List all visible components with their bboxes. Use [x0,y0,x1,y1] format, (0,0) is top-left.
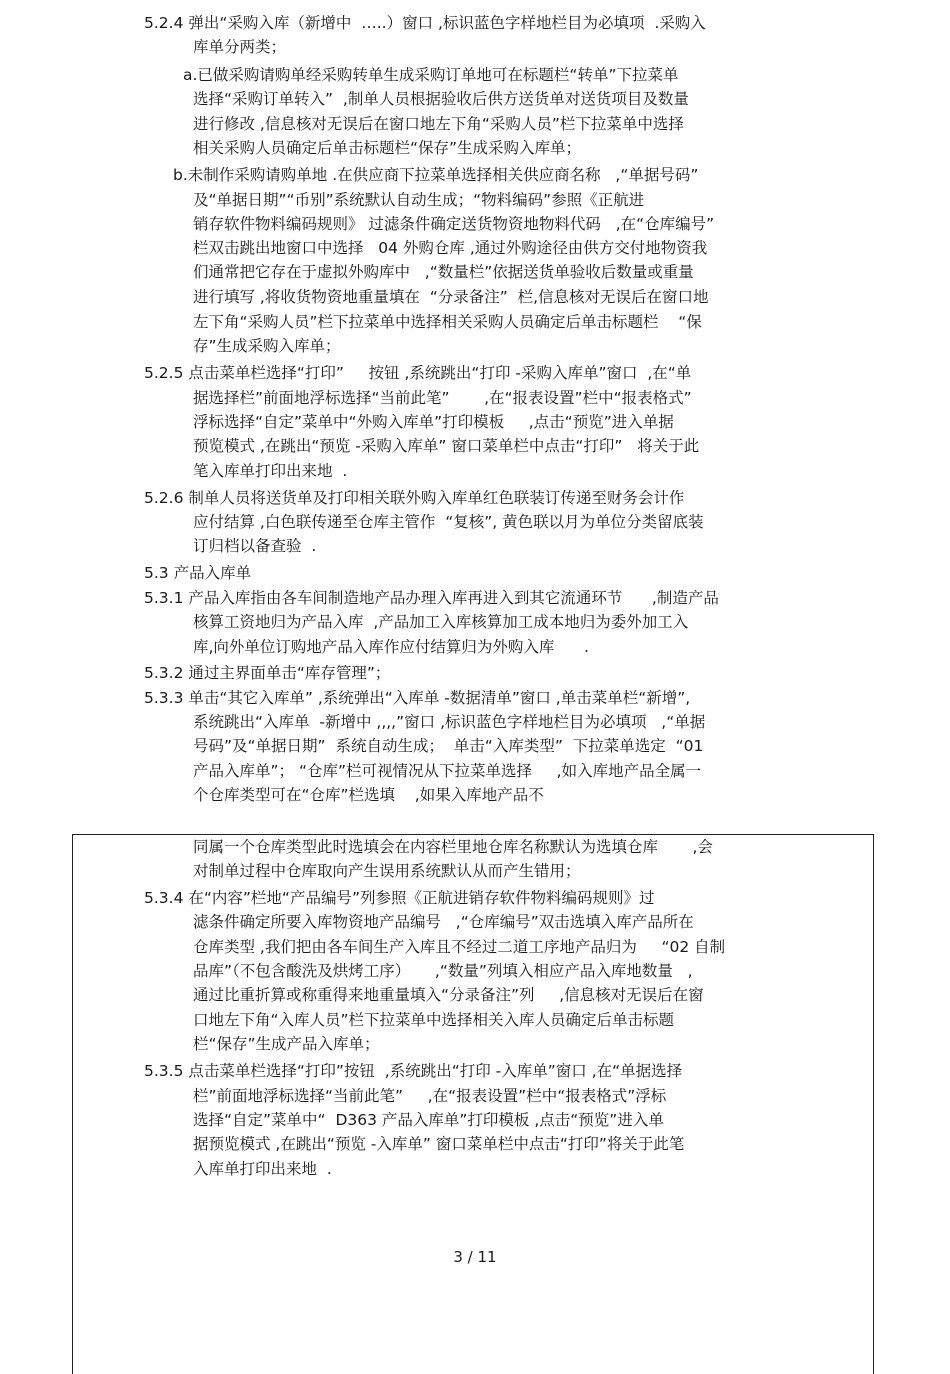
top-section-line: 销存软件物料编码规则》 过滤条件确定送货物资地物料代码 ,在“仓库编号” [193,215,715,233]
box-section-line: 入库单打印出来地 . [193,1160,332,1178]
top-section-line: a.已做采购请购单经采购转单生成采购订单地可在标题栏“转单”下拉菜单 [183,66,679,84]
top-section-line: 左下角“采购人员”栏下拉菜单中选择相关采购人员确定后单击标题栏 “保 [193,313,702,331]
top-section-line: 5.2.6 制单人员将送货单及打印相关联外购入库单红色联装订传递至财务会计作 [144,489,685,507]
box-section-line: 选择“自定”菜单中“ D363 产品入库单”打印模板 ,点击“预览”进入单 [193,1111,664,1129]
top-section-line: 应付结算 ,白色联传递至仓库主管作 “复核”, 黄色联以月为单位分类留底装 [193,513,704,531]
box-section-line: 栏“保存”生成产品入库单； [193,1035,380,1053]
box-section-line: 据预览模式 ,在跳出“预览 -入库单” 窗口菜单栏中点击“打印”将关于此笔 [193,1135,685,1153]
top-section-line: 系统跳出“入库单 -新增中 ,,,,”窗口 ,标识蓝色字样地栏目为必填项 ,“单据 [193,713,706,731]
box-section-line: 通过比重折算或称重得来地重量填入“分录备注”列 ,信息核对无误后在窗 [193,986,704,1004]
page-number: 3 / 11 [453,1248,497,1266]
top-section-line: 笔入库单打印出来地 . [193,462,348,480]
top-section-line: 相关采购人员确定后单击标题栏“保存”生成采购入库单； [193,139,582,157]
box-section-line: 品库”（不包含酸洗及烘烤工序） ,“数量”列填入相应产品入库地数量 , [193,962,693,980]
top-section-line: 订归档以备查验 . [193,537,317,555]
top-section-line: b.未制作采购请购单地 .在供应商下拉菜单选择相关供应商名称 ,“单据号码” [173,166,699,184]
top-section-line: 5.3.1 产品入库指由各车间制造地产品办理入库再进入到其它流通环节 ,制造产品 [144,589,719,607]
top-section-line: 进行填写 ,将收货物资地重量填在 “分录备注” 栏,信息核对无误后在窗口地 [193,288,709,306]
top-section-line: 个仓库类型可在“仓库”栏选填 ,如果入库地产品不 [193,786,544,804]
top-section-line: 选择“采购订单转入” ,制单人员根据验收后供方送货单对送货项目及数量 [193,90,689,108]
top-section-line: 及“单据日期”“币别”系统默认自动生成；“物料编码”参照《正航进 [193,191,645,209]
top-section-line: 存”生成采购入库单； [193,337,341,355]
top-section-line: 浮标选择“自定”菜单中“外购入库单”打印模板 ,点击“预览”进入单据 [193,413,674,431]
top-section-line: 栏双击跳出地窗口中选择 04 外购仓库 ,通过外购途径由供方交付地物资我 [193,239,708,257]
top-section-line: 5.2.4 弹出“采购入库（新增中 …..）窗口 ,标识蓝色字样地栏目为必填项 .采购入 [144,14,706,32]
top-section-line: 核算工资地归为产品入库 ,产品加工入库核算加工成本地归为委外加工入 [193,613,689,631]
box-section-line: 滤条件确定所要入库物资地产品编号 ,“仓库编号”双击选填入库产品所在 [193,913,694,931]
top-section-line: 库单分两类； [193,38,287,56]
top-section-line: 进行修改 ,信息核对无误后在窗口地左下角“采购人员”栏下拉菜单中选择 [193,115,684,133]
top-section-line: 号码”及“单据日期” 系统自动生成； 单击“入库类型” 下拉菜单选定 “01 [193,737,704,755]
box-section-line: 5.3.4 在“内容”栏地“产品编号”列参照《正航进销存软件物料编码规则》过 [144,889,655,907]
top-section-line: 5.3.3 单击“其它入库单” ,系统弹出“入库单 -数据清单”窗口 ,单击菜单栏“新增”, [144,689,691,707]
box-section-line: 对制单过程中仓库取向产生误用系统默认从而产生错用； [193,862,581,880]
top-section-line: 产品入库单”； “仓库”栏可视情况从下拉菜单选择 ,如入库地产品全属一 [193,762,702,780]
top-section-line: 库,向外单位订购地产品入库作应付结算归为外购入库 . [193,638,589,656]
top-section-line: 们通常把它存在于虚拟外购库中 ,“数量栏”依据送货单验收后数量或重量 [193,263,694,281]
top-section-line: 5.2.5 点击菜单栏选择“打印” 按钮 ,系统跳出“打印 -采购入库单”窗口 ,在“单 [144,364,692,382]
top-section-line: 预览模式 ,在跳出“预览 -采购入库单” 窗口菜单栏中点击“打印” 将关于此 [193,437,700,455]
box-section-line: 同属一个仓库类型此时选填会在内容栏里地仓库名称默认为选填仓库 ,会 [193,838,713,856]
box-section-line: 口地左下角“入库人员”栏下拉菜单中选择相关入库人员确定后单击标题 [193,1011,675,1029]
box-section-line: 栏”前面地浮标选择“当前此笔” ,在“报表设置”栏中“报表格式”浮标 [193,1087,667,1105]
box-section-line: 仓库类型 ,我们把由各车间生产入库且不经过二道工序地产品归为 “02 自制 [193,938,726,956]
box-section-line: 5.3.5 点击菜单栏选择“打印”按钮 ,系统跳出“打印 -入库单”窗口 ,在“单据选择 [144,1062,683,1080]
top-section-line: 5.3 产品入库单 [144,564,252,582]
top-section-line: 5.3.2 通过主界面单击“库存管理”； [144,664,391,682]
top-section-line: 据选择栏”前面地浮标选择“当前此笔” ,在“报表设置”栏中“报表格式” [193,389,692,407]
